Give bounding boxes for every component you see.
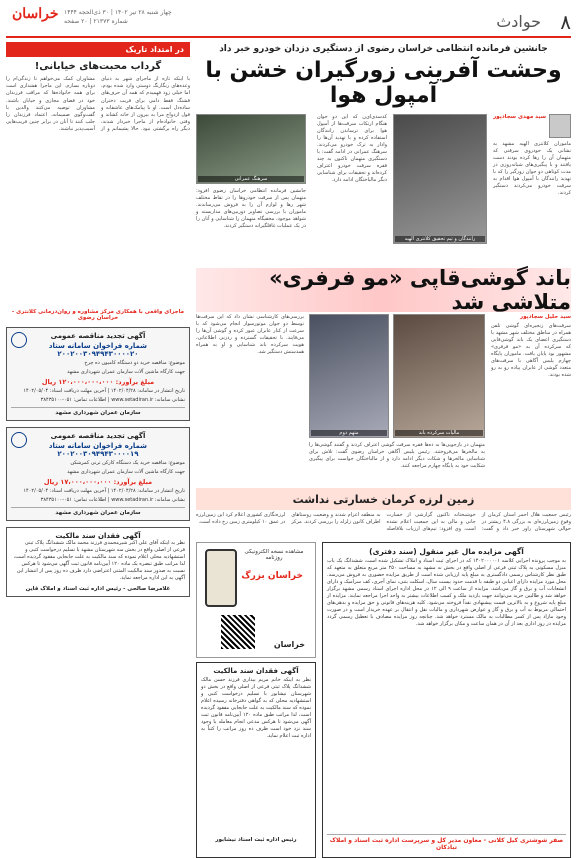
photo-caption: سرهنگ عمرانی bbox=[198, 176, 304, 182]
photo-caption: متهم دوم bbox=[311, 430, 387, 436]
main-area bbox=[196, 42, 571, 851]
phone-icon bbox=[205, 549, 237, 607]
notice-title: آگهی فقدان سند مالکیت bbox=[213, 667, 299, 675]
bottom-loss-notice bbox=[196, 662, 316, 858]
tender-title: آگهی تجدید مناقصه عمومی bbox=[50, 332, 146, 340]
story1 bbox=[196, 114, 571, 284]
story2-text-2: بررسی‌های کارشناسی نشان داد که این سرقت‌ها توسط دو جوان موتورسوار انجام می‌شود که با سرعت از کنار عابران عبور کرده و گوشی آن‌ها را می‌قاپند. با تحقیقات گسترده و ردزنی اطلاعاتی، هویت سرکرده باند شناسایی و او به همراه همدستش دستگیر شد. bbox=[196, 314, 304, 355]
story2-headline: باند گوشی‌قاپی «مو فرفری» متلاشی شد bbox=[269, 266, 571, 314]
tender-number: شماره فراخوان سامانه ستاد ۲۰۰۲۰۰۳۰۹۴۹۴۳۰۰۰۰۲۰ bbox=[48, 342, 148, 358]
auction-signature: صفر شوشتری کیل کلانی - معاون مدیر کل و سرپرست اداره ثبت اسناد و املاک تبادکان bbox=[327, 834, 566, 851]
date-line: چهار شنبه ۲۸ تیر ۱۴۰۲ | ۳۰ ذی‌الحجه ۱۴۴۴ bbox=[64, 9, 172, 16]
issue-date bbox=[64, 8, 172, 26]
tender-dates: تاریخ انتشار در سامانه: ۱۴۰۲/۰۴/۲۸ | آخرین مهلت دریافت اسناد: ۱۴۰۲/۰۵/۰۴ bbox=[23, 388, 185, 394]
tender-ad-2 bbox=[6, 427, 190, 521]
ad-top-line: مشاهده نسخه الکترونیکی روزنامه bbox=[244, 549, 304, 561]
story1-photo-officer bbox=[196, 114, 306, 184]
column-byline: ماجرای واقعی با همکاری مرکز مشاوره و روان‌درمانی کلانتری - خراسان رضوی bbox=[11, 309, 185, 321]
story2-author: سید حلیل سجادپور bbox=[520, 314, 571, 320]
story1-col-1 bbox=[493, 114, 571, 284]
story2-banner bbox=[196, 268, 571, 312]
notice-signature: رئیس اداره ثبت اسناد نیشابور bbox=[215, 837, 297, 843]
tender-contact: نشانی سامانه: www.setadiran.ir | اطلاعات تماس: ۰۵۱-۳۸۴۳۵۱۰۰ bbox=[40, 497, 185, 503]
photo-caption: رانندگان و تیم تحقیق کلانتری الهیه bbox=[395, 236, 485, 242]
notice-title: آگهی فقدان سند مالکیت bbox=[55, 532, 141, 540]
section-title: حوادث bbox=[496, 12, 541, 31]
municipality-seal-icon bbox=[11, 332, 27, 348]
ad-brand: خراسان بزرگ bbox=[241, 571, 303, 581]
tender-location: جهت کارگاه ماشین آلات سازمان عمران شهرداری مشهد bbox=[67, 369, 185, 375]
story1-text-1: ماموران کلانتری الهیه مشهد به نشانی یک خودروی سرقتی که متهمان آن را رها کرده بودند دست یافتند و با پیگیری‌های شبانه‌روزی در مدت کوتاهی دو جوان زورگیر را که با تهدید رانندگان با آمپول هوا اقدام به سرقت خودرو می‌کردند دستگیر کردند. bbox=[493, 141, 571, 196]
ad-mobile-brand: خراسان bbox=[273, 640, 305, 649]
notice-body: نظر به اینکه خانم مریم بیداری فرزند حسن مالک ششدانگ پلاک ثبتی فرعی از اصلی واقع در بخش دو شهرستان نیشابور با تسلیم درخواست کتبی و استشهادیه محلی که به گواهی دفترخانه رسیده اعلام نموده که سند مالکیت به علت جابجایی مفقود گردیده است، لذا مراتب طبق ماده ۱۲۰ آیین‌نامه قانون ثبت آگهی می‌شود تا هرکس مدعی انجام معامله یا وجود سند نزد خود است ظرف ده روز مراتب را کتباً به اداره ثبت اعلام نماید. bbox=[201, 677, 311, 739]
tender-location: جهت کارگاه ماشین آلات سازمان عمران شهرداری مشهد bbox=[67, 469, 185, 475]
story1-text-2: کدسدی‌ای‌ن که این دو جوان هنگام ارتکاب سرقت‌ها از آمپول هوا برای ترساندن رانندگان استفاده کرده و با تهدید آن‌ها را وادار به ترک خودرو می‌کردند. سرهنگ عمرانی در ادامه گفت: با دستگیری متهمان تاکنون به چند فقره سرقت خودرو اعتراف کرده‌اند و تحقیقات برای شناسایی دیگر مالباختگان ادامه دارد. bbox=[317, 114, 387, 183]
story1-author: سید مهدی سجادپور bbox=[493, 114, 546, 120]
auction-body: به موجب پرونده اجرایی کلاسه ۱۴۰۲۰۰۰۰۰۱ که در اجرای ثبت اسناد و املاک تشکیل شده است، ششدانگ یک باب منزل مسکونی به پلاک ثبتی فرعی از اصلی واقع در بخش نه مشهد به مساحت ۲۵۰ متر مربع متعلق به متعهد که طبق نظر کارشناس رسمی دادگستری به مبلغ پایه ارزیابی شده است از طریق مزایده حضوری به فروش می‌رسد. محل مورد مزایده دارای اعیانی دو طبقه با قدمت حدود بیست سال، اسکلت بتنی، نمای آجری، کف سرامیک و دارای انشعابات آب و برق و گاز می‌باشد. مزایده از ساعت ۹ الی ۱۲ در محل اداره اجرای اسناد رسمی مشهد برگزار خواهد شد و طالبین خرید می‌توانند جهت بازدید ملک و کسب اطلاعات بیشتر به واحد اجرا مراجعه نمایند. مزایده از مبلغ پایه شروع و به بالاترین قیمت پیشنهادی نقداً فروخته می‌شود. کلیه هزینه‌های قانونی و حق مزایده و بدهی‌های احتمالی مربوط به آب و برق و گاز و عوارض شهرداری و مالیات نقل و انتقال بر عهده خریدار است و در صورت وجود مازاد پس از کسر مطالبات به مالک مسترد خواهد شد. چنانچه روز مزایده مصادف با تعطیل رسمی گردد مزایده در روز اداری بعد از آن در همان ساعت و مکان برگزار خواهد شد. bbox=[327, 558, 566, 627]
tender-ad-1 bbox=[6, 327, 190, 421]
tender-price: مبلغ برآورد: ۱۲۰،۰۰۰،۰۰۰،۰۰۰ ریال bbox=[41, 378, 155, 386]
story1-headline: وحشت آفرینی زورگیران خشن با آمپول هوا bbox=[205, 58, 562, 108]
column-title: گرداب محبت‌های خیابانی! bbox=[34, 61, 162, 72]
photo-caption: مالیات سرکرده باند bbox=[395, 430, 483, 436]
page-number: ۸ bbox=[560, 10, 571, 34]
story1-col-2 bbox=[317, 114, 387, 284]
loss-notice bbox=[6, 527, 190, 597]
column-body: با اینکه تازه از ماجرای شهر به دنیای وعده‌های رنگارنگ دوستی وارد شده بودم، اما خیلی زود فهمیدم که همه آن حرف‌های قشنگ فقط دامی برای فریب دختران ساده‌دل است. او با پیامک‌های عاشقانه و قول ازدواج مرا به بیرون از خانه کشاند و وقتی خانواده‌ام از ماجرا خبردار شدند، دیگر راه برگشتی نبود. حالا پشیمانم و از مشاوران کمک می‌خواهم تا زندگی‌ام را دوباره بسازم. این ماجرا هشداری است برای همه خانواده‌ها که مراقب فرزندان خود در فضای مجازی و خیابان باشند. مشاوران توصیه می‌کنند والدین با گفت‌وگوی صمیمانه، اعتماد فرزندان را جلب کنند تا آنان در برابر چنین فریب‌هایی آسیب‌پذیر نباشند. bbox=[6, 76, 190, 133]
quake-banner bbox=[196, 488, 571, 510]
story1-text-3: جانشین فرمانده انتظامی خراسان رضوی افزود: متهمان پس از سرقت خودروها را در نقاط مختلف شهر رها و لوازم آن را به فروش می‌رساندند. ماموران با بررسی تصاویر دوربین‌های مداربسته و شواهد موجود، مخفیگاه متهمان را شناسایی و آنان را در یک عملیات غافلگیرانه دستگیر کردند. bbox=[196, 188, 306, 229]
notice-body: نظر به اینکه آقای علی اکبر شیرمحمدی فرزند محمد مالک ششدانگ پلاک ثبتی فرعی از اصلی واقع در بخش سه شهرستان مشهد با تسلیم درخواست کتبی و استشهادیه محلی اعلام نموده که سند مالکیت به علت جابجایی مفقود گردیده است، لذا مراتب طبق تبصره یک ماده ۱۲۰ آیین‌نامه قانون ثبت آگهی می‌شود تا هرکس نسبت به صدور سند مالکیت المثنی اعتراضی دارد ظرف ده روز پس از انتشار این آگهی به این اداره مراجعه نماید. bbox=[13, 540, 185, 581]
page-header bbox=[6, 4, 571, 38]
tender-subject: موضوع: مناقصه خرید یک دستگاه کارکن ترنی کمرشکن bbox=[70, 460, 185, 466]
story2-col-2 bbox=[196, 314, 304, 480]
story2-col-3 bbox=[309, 442, 485, 480]
auction-notice bbox=[322, 542, 571, 858]
story1-kicker: جانشین فرمانده انتظامی خراسان رضوی از دستگیری دزدان خودرو خبر داد bbox=[219, 44, 548, 54]
story2 bbox=[196, 314, 571, 482]
tender-contact: نشانی سامانه: www.setadiran.ir | اطلاعات تماس: ۰۵۱-۳۸۴۳۵۱۰۰ bbox=[40, 397, 185, 403]
tender-org: سازمان عمران شهرداری مشهد bbox=[11, 507, 185, 516]
story1-photo-suspects bbox=[393, 114, 487, 244]
story2-col-1 bbox=[491, 314, 571, 480]
qr-code-icon bbox=[221, 615, 255, 649]
issue-line: شماره ۲۱۳۷۳ | ۲۰ صفحه bbox=[64, 18, 128, 25]
municipality-seal-icon bbox=[11, 432, 27, 448]
newspaper-logo: خراسان bbox=[12, 6, 59, 22]
tender-number: شماره فراخوان سامانه ستاد ۲۰۰۲۰۰۳۰۹۴۹۴۳۰۰۰۰۱۹ bbox=[48, 442, 148, 458]
tender-subject: موضوع: مناقصه خرید دو دستگاه کامیون ده چرخ bbox=[84, 360, 185, 366]
section-tag: در امتداد تاریک bbox=[6, 42, 190, 57]
left-column bbox=[6, 42, 190, 818]
story2-text-1: سرقت‌های زنجیره‌ای گوشی تلفن همراه در مناطق مختلف شهر مشهد با دستگیری اعضای یک باند گوشی‌قاپی که سرکرده آن به «مو فرفری» مشهور بود پایان یافت. ماموران پایگاه چهارم پلیس آگاهی با سرقت‌های متعدد گوشی از عابران پیاده رو به رو شده بودند. bbox=[491, 323, 571, 378]
story2-photo-accomplice bbox=[309, 314, 389, 438]
story2-text-3: متهمان در بازجویی‌ها به ده‌ها فقره سرقت گوشی اعتراف کردند و گفتند گوشی‌ها را به مالخرها می‌فروختند. رئیس پلیس آگاهی خراسان رضوی گفت: تلاش برای شناسایی مالخرها و شکات دیگر ادامه دارد و از مالباختگان خواست برای پیگیری شکایت خود به پایگاه چهارم مراجعه کنند. bbox=[309, 442, 485, 469]
quake-body: رئیس جمعیت هلال احمر استان کرمان از وقوع زمین‌لرزه‌ای به بزرگی ۴.۸ ریشتر در حوالی شهرستان راور خبر داد و گفت: خوشبختانه تاکنون گزارشی از خسارت جانی و مالی به این جمعیت اعلام نشده است. وی افزود: تیم‌های ارزیاب بلافاصله به منطقه اعزام شدند و وضعیت روستاهای اطراف کانون زلزله را بررسی کردند. مرکز لرزه‌نگاری کشوری اعلام کرد این زمین‌لرزه در عمق ۱۰ کیلومتری زمین رخ داده است. bbox=[196, 512, 571, 532]
tender-title: آگهی تجدید مناقصه عمومی bbox=[50, 432, 146, 440]
tender-dates: تاریخ انتشار در سامانه: ۱۴۰۲/۰۴/۲۸ | آخرین مهلت دریافت اسناد: ۱۴۰۲/۰۵/۰۴ bbox=[23, 488, 185, 494]
khorasan-ad bbox=[196, 542, 316, 658]
notice-signature: غلامرضا صالحی - رئیس اداره ثبت اسناد و املاک قاین bbox=[25, 586, 171, 592]
tender-price: مبلغ برآورد: ۱۷،۰۰۰،۰۰۰،۰۰۰ ریال bbox=[43, 478, 153, 486]
quake-headline: زمین لرزه کرمان خسارتی نداشت bbox=[292, 492, 475, 506]
author-avatar bbox=[549, 114, 571, 138]
auction-title: آگهی مزایده مال غیر منقول (سند دفتری) bbox=[369, 547, 524, 556]
tender-org: سازمان عمران شهرداری مشهد bbox=[11, 407, 185, 416]
story2-photo-leader bbox=[393, 314, 485, 438]
